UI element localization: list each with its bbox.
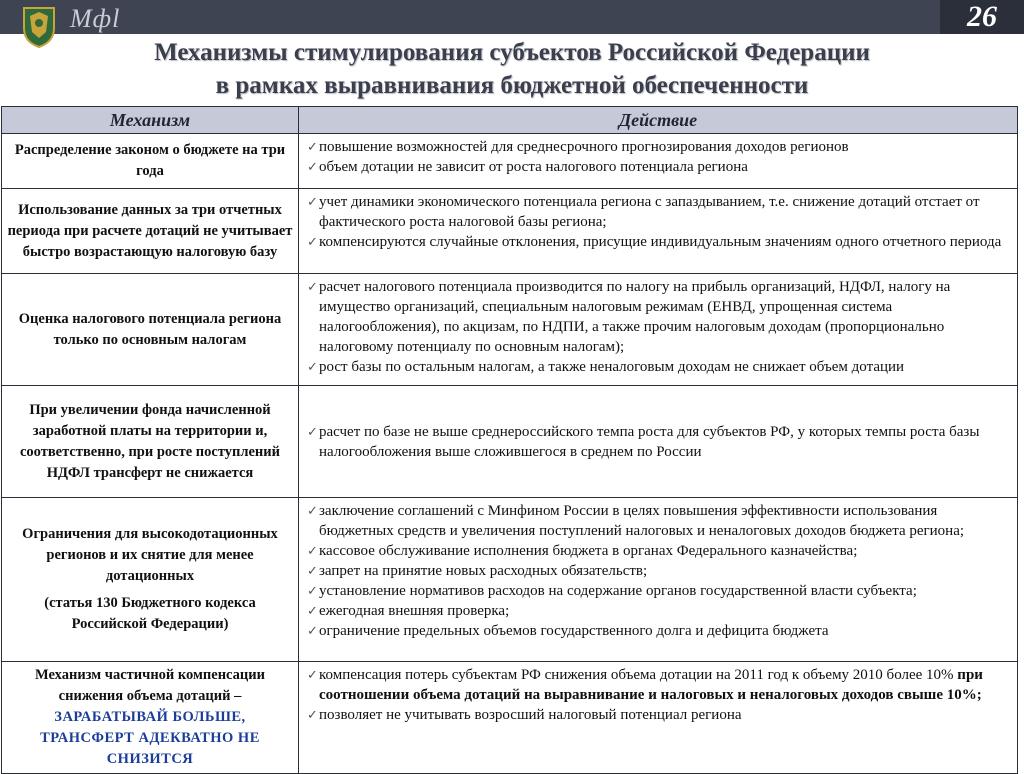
table-row: [2, 134, 1018, 189]
action-item: ✓ компенсируются случайные отклонения, присущие индивидуальным значениям одного отчетного периода: [307, 234, 1002, 250]
action-item: ✓ расчет по базе не выше среднероссийского темпа роста для субъектов РФ, у которых темпы роста базы налогообложения выше сложившегося в среднем по России: [307, 424, 980, 460]
top-bar: [0, 0, 1024, 34]
action-item: ✓ ограничение предельных объемов государственного долга и дефицита бюджета: [307, 623, 829, 639]
action-cell: [299, 386, 1018, 498]
page-title: [0, 36, 1024, 102]
column-header-mechanism: Механизм: [2, 107, 299, 134]
table-row: [2, 274, 1018, 386]
checkmark-icon: ✓: [307, 503, 318, 518]
mechanism-cell: [2, 662, 299, 774]
mechanism-cell: Оценка налогового потенциала региона только по основным налогам: [2, 274, 299, 386]
action-cell: [299, 189, 1018, 274]
action-item: ✓ компенсация потерь субъектам РФ снижения объема дотации на 2011 год к объему 2010 более 10% при соотношении объема дотаций на выравнивание и налоговых и неналоговых доходов свыше 10%;: [307, 667, 983, 703]
table-header-row: [2, 107, 1018, 134]
action-cell: [299, 134, 1018, 189]
column-header-action: Действие: [299, 107, 1018, 134]
action-cell: [299, 662, 1018, 774]
action-item: ✓ установление нормативов расходов на содержание органов государственной власти субъекта;: [307, 583, 917, 599]
mechanism-text: Механизм частичной компенсации снижения объема дотаций –: [35, 667, 265, 704]
checkmark-icon: ✓: [307, 707, 318, 722]
table-row: [2, 386, 1018, 498]
checkmark-icon: ✓: [307, 563, 318, 578]
mechanism-text: Ограничения для высокодотационных регионов и их снятие для менее дотационных: [22, 526, 278, 584]
action-item: ✓ запрет на принятие новых расходных обязательств;: [307, 563, 648, 579]
action-bold-text: при соотношении объема дотаций на выравнивание и налоговых и неналоговых доходов свыше 10%;: [319, 667, 983, 703]
mechanism-cell: [2, 498, 299, 662]
action-item: ✓ кассовое обслуживание исполнения бюджета в органах Федерального казначейства;: [307, 543, 858, 559]
checkmark-icon: ✓: [307, 603, 318, 618]
table-row: [2, 662, 1018, 774]
action-item: ✓ повышение возможностей для среднесрочного прогнозирования доходов регионов: [307, 139, 849, 155]
action-item: ✓ заключение соглашений с Минфином России в целях повышения эффективности использования бюджетных средств и увеличения поступлений налоговых и неналоговых доходов бюджета региона;: [307, 503, 965, 539]
title-line-2: в рамках выравнивания бюджетной обеспеченности: [215, 72, 809, 99]
action-item: ✓ расчет налогового потенциала производится по налогу на прибыль организаций, НДФЛ, налогу на имущество организаций, специальным налоговым режимам (ЕНВД, упрощенная система налогообложения), по акцизам, по НДПИ, а также прочим налоговым доходам (пропорционально налоговому потенциалу по основным налогам);: [307, 279, 951, 355]
mechanism-note: (статья 130 Бюджетного кодекса Российской Федерации): [44, 595, 256, 632]
checkmark-icon: ✓: [307, 623, 318, 638]
action-item: ✓ объем дотации не зависит от роста налогового потенциала региона: [307, 159, 748, 175]
mechanism-slogan: ЗАРАБАТЫВАЙ БОЛЬШЕ, ТРАНСФЕРТ АДЕКВАТНО НЕ СНИЗИТСЯ: [40, 709, 260, 767]
action-item: ✓ ежегодная внешняя проверка;: [307, 603, 510, 619]
mechanisms-table: [1, 106, 1018, 774]
checkmark-icon: ✓: [307, 424, 318, 439]
page-number: 26: [940, 0, 1024, 34]
brand-logo-text: Мфl: [70, 4, 121, 33]
checkmark-icon: ✓: [307, 583, 318, 598]
checkmark-icon: ✓: [307, 279, 318, 294]
checkmark-icon: ✓: [307, 667, 318, 682]
action-cell: [299, 498, 1018, 662]
checkmark-icon: ✓: [307, 359, 318, 374]
mechanism-cell: Использование данных за три отчетных периода при расчете дотаций не учитывает быстро возрастающую налоговую базу: [2, 189, 299, 274]
action-item: ✓ рост базы по остальным налогам, а также неналоговым доходам не снижает объем дотации: [307, 359, 905, 375]
checkmark-icon: ✓: [307, 139, 318, 154]
checkmark-icon: ✓: [307, 543, 318, 558]
checkmark-icon: ✓: [307, 194, 318, 209]
title-line-1: Механизмы стимулирования субъектов Российской Федерации: [154, 39, 870, 66]
checkmark-icon: ✓: [307, 234, 318, 249]
table-row: [2, 189, 1018, 274]
action-item: ✓ учет динамики экономического потенциала региона с запаздыванием, т.е. снижение дотаций отстает от фактического роста налоговой базы региона;: [307, 194, 980, 230]
action-cell: [299, 274, 1018, 386]
table-row: [2, 498, 1018, 662]
mechanism-cell: Распределение законом о бюджете на три года: [2, 134, 299, 189]
mechanism-cell: При увеличении фонда начисленной заработной платы на территории и, соответственно, при росте поступлений НДФЛ трансферт не снижается: [2, 386, 299, 498]
checkmark-icon: ✓: [307, 159, 318, 174]
action-item: ✓ позволяет не учитывать возросший налоговый потенциал региона: [307, 707, 742, 723]
